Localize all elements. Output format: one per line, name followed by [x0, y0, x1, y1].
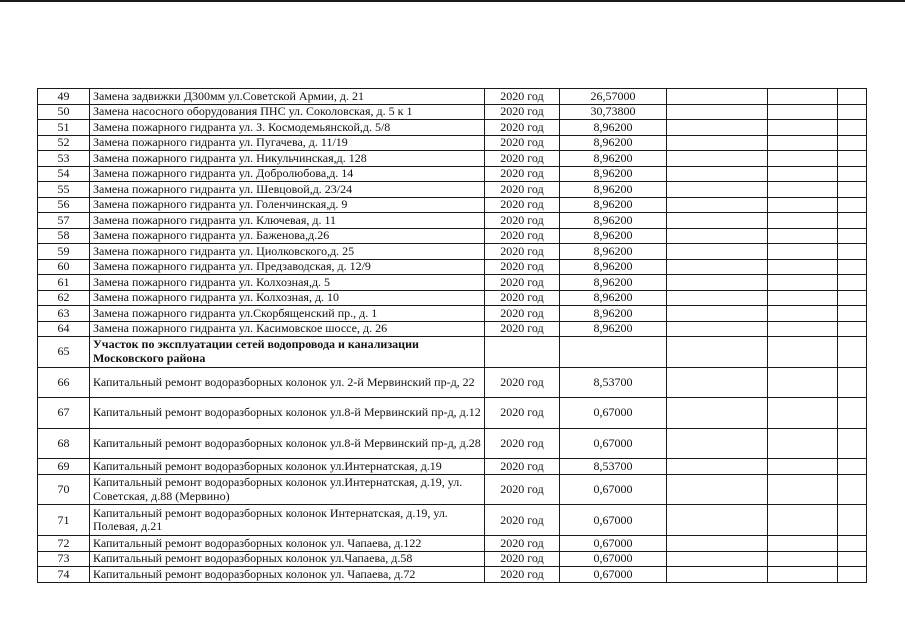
empty-cell [768, 551, 838, 567]
row-number: 51 [38, 120, 90, 136]
table-row [38, 259, 867, 275]
empty-cell [768, 398, 838, 429]
table-row [38, 536, 867, 552]
table-row [38, 306, 867, 322]
row-year: 2020 год [485, 367, 560, 398]
empty-cell [667, 213, 768, 229]
empty-cell [838, 166, 867, 182]
table-row [38, 151, 867, 167]
row-amount: 8,96200 [560, 275, 667, 291]
row-amount: 0,67000 [560, 428, 667, 459]
row-description: Замена пожарного гидранта ул. З. Космодемьянской,д. 5/8 [90, 120, 485, 136]
row-amount: 8,96200 [560, 197, 667, 213]
row-description: Замена насосного оборудования ПНС ул. Соколовская, д. 5 к 1 [90, 104, 485, 120]
row-year: 2020 год [485, 474, 560, 505]
row-amount: 8,96200 [560, 213, 667, 229]
empty-cell [838, 290, 867, 306]
empty-cell [838, 182, 867, 198]
row-description: Замена пожарного гидранта ул. Ключевая, д. 11 [90, 213, 485, 229]
row-description: Замена пожарного гидранта ул. Предзаводская, д. 12/9 [90, 259, 485, 275]
table-row [38, 244, 867, 260]
row-amount: 8,96200 [560, 228, 667, 244]
row-year: 2020 год [485, 135, 560, 151]
empty-cell [838, 259, 867, 275]
table-row [38, 182, 867, 198]
table-row [38, 428, 867, 459]
empty-cell [768, 104, 838, 120]
empty-cell [768, 244, 838, 260]
row-amount: 0,67000 [560, 567, 667, 583]
empty-cell [838, 275, 867, 291]
row-year: 2020 год [485, 213, 560, 229]
table-row [38, 166, 867, 182]
empty-cell [768, 182, 838, 198]
empty-cell [768, 306, 838, 322]
row-year: 2020 год [485, 197, 560, 213]
row-amount [560, 337, 667, 368]
empty-cell [667, 567, 768, 583]
empty-cell [838, 89, 867, 105]
empty-cell [667, 244, 768, 260]
row-amount: 8,96200 [560, 290, 667, 306]
empty-cell [667, 321, 768, 337]
row-description: Замена пожарного гидранта ул. Никульчинская,д. 128 [90, 151, 485, 167]
empty-cell [768, 367, 838, 398]
empty-cell [667, 259, 768, 275]
table-row [38, 104, 867, 120]
row-number: 52 [38, 135, 90, 151]
empty-cell [667, 182, 768, 198]
empty-cell [768, 259, 838, 275]
empty-cell [838, 213, 867, 229]
empty-cell [667, 474, 768, 505]
row-description: Замена пожарного гидранта ул. Колхозная, д. 10 [90, 290, 485, 306]
empty-cell [838, 337, 867, 368]
empty-cell [838, 120, 867, 136]
row-year: 2020 год [485, 104, 560, 120]
empty-cell [667, 104, 768, 120]
empty-cell [838, 244, 867, 260]
empty-cell [838, 459, 867, 475]
empty-cell [838, 474, 867, 505]
row-number: 62 [38, 290, 90, 306]
empty-cell [838, 135, 867, 151]
row-amount: 0,67000 [560, 398, 667, 429]
table-row [38, 398, 867, 429]
empty-cell [768, 474, 838, 505]
empty-cell [768, 290, 838, 306]
empty-cell [667, 398, 768, 429]
table-row [38, 321, 867, 337]
row-number: 56 [38, 197, 90, 213]
row-description: Замена пожарного гидранта ул.Скорбященский пр., д. 1 [90, 306, 485, 322]
empty-cell [838, 398, 867, 429]
row-description: Замена пожарного гидранта ул. Шевцовой,д. 23/24 [90, 182, 485, 198]
row-year: 2020 год [485, 228, 560, 244]
row-description: Капитальный ремонт водоразборных колонок ул.8-й Мервинский пр-д, д.12 [90, 398, 485, 429]
row-year: 2020 год [485, 290, 560, 306]
row-amount: 8,96200 [560, 259, 667, 275]
row-description: Замена пожарного гидранта ул. Колхозная,д. 5 [90, 275, 485, 291]
row-description: Капитальный ремонт водоразборных колонок ул. Чапаева, д.122 [90, 536, 485, 552]
row-description: Капитальный ремонт водоразборных колонок ул.Интернатская, д.19, ул. Советская, д.88 (Мервино) [90, 474, 485, 505]
empty-cell [838, 197, 867, 213]
row-amount: 8,96200 [560, 166, 667, 182]
empty-cell [838, 567, 867, 583]
empty-cell [667, 367, 768, 398]
row-amount: 8,53700 [560, 367, 667, 398]
empty-cell [768, 536, 838, 552]
empty-cell [768, 321, 838, 337]
row-description: Замена пожарного гидранта ул. Добролюбова,д. 14 [90, 166, 485, 182]
empty-cell [768, 428, 838, 459]
empty-cell [768, 197, 838, 213]
row-number: 73 [38, 551, 90, 567]
row-description: Капитальный ремонт водоразборных колонок Интернатская, д.19, ул. Полевая, д.21 [90, 505, 485, 536]
row-year: 2020 год [485, 459, 560, 475]
empty-cell [768, 505, 838, 536]
row-number: 67 [38, 398, 90, 429]
empty-cell [838, 428, 867, 459]
row-description: Капитальный ремонт водоразборных колонок ул.Интернатская, д.19 [90, 459, 485, 475]
table-row [38, 197, 867, 213]
row-year: 2020 год [485, 567, 560, 583]
row-amount: 0,67000 [560, 551, 667, 567]
row-number: 58 [38, 228, 90, 244]
empty-cell [667, 151, 768, 167]
empty-cell [667, 505, 768, 536]
row-amount: 8,96200 [560, 244, 667, 260]
empty-cell [768, 567, 838, 583]
empty-cell [838, 321, 867, 337]
row-description: Замена задвижки Д300мм ул.Советской Армии, д. 21 [90, 89, 485, 105]
table-row [38, 89, 867, 105]
empty-cell [667, 306, 768, 322]
row-description: Замена пожарного гидранта ул. Пугачева, д. 11/19 [90, 135, 485, 151]
row-year: 2020 год [485, 259, 560, 275]
row-year: 2020 год [485, 275, 560, 291]
row-description: Замена пожарного гидранта ул. Циолковского,д. 25 [90, 244, 485, 260]
empty-cell [768, 166, 838, 182]
empty-cell [838, 104, 867, 120]
empty-cell [667, 459, 768, 475]
empty-cell [667, 89, 768, 105]
row-number: 69 [38, 459, 90, 475]
works-table [37, 88, 867, 583]
empty-cell [667, 536, 768, 552]
empty-cell [768, 275, 838, 291]
row-year: 2020 год [485, 536, 560, 552]
table-body [38, 89, 867, 583]
row-year: 2020 год [485, 321, 560, 337]
row-year: 2020 год [485, 428, 560, 459]
row-year: 2020 год [485, 244, 560, 260]
empty-cell [667, 551, 768, 567]
table-row [38, 505, 867, 536]
empty-cell [667, 228, 768, 244]
empty-cell [838, 505, 867, 536]
row-year: 2020 год [485, 182, 560, 198]
empty-cell [838, 536, 867, 552]
row-year: 2020 год [485, 89, 560, 105]
row-description: Замена пожарного гидранта ул. Голенчинская,д. 9 [90, 197, 485, 213]
table-row [38, 120, 867, 136]
row-year: 2020 год [485, 151, 560, 167]
row-number: 64 [38, 321, 90, 337]
row-number: 49 [38, 89, 90, 105]
row-number: 65 [38, 337, 90, 368]
row-description: Капитальный ремонт водоразборных колонок ул.8-й Мервинский пр-д, д.28 [90, 428, 485, 459]
empty-cell [768, 213, 838, 229]
row-amount: 26,57000 [560, 89, 667, 105]
empty-cell [667, 166, 768, 182]
empty-cell [667, 135, 768, 151]
row-amount: 8,96200 [560, 151, 667, 167]
row-amount: 30,73800 [560, 104, 667, 120]
row-year [485, 337, 560, 368]
row-amount: 8,96200 [560, 135, 667, 151]
empty-cell [667, 428, 768, 459]
table-row [38, 474, 867, 505]
row-description: Замена пожарного гидранта ул. Касимовское шоссе, д. 26 [90, 321, 485, 337]
table-row [38, 551, 867, 567]
row-amount: 0,67000 [560, 474, 667, 505]
empty-cell [667, 197, 768, 213]
section-title: Участок по эксплуатации сетей водопровода и канализации Московского района [90, 337, 485, 368]
row-year: 2020 год [485, 551, 560, 567]
empty-cell [838, 551, 867, 567]
row-number: 66 [38, 367, 90, 398]
row-description: Капитальный ремонт водоразборных колонок ул. 2-й Мервинский пр-д, 22 [90, 367, 485, 398]
row-number: 53 [38, 151, 90, 167]
row-number: 50 [38, 104, 90, 120]
table-row [38, 135, 867, 151]
row-number: 57 [38, 213, 90, 229]
row-year: 2020 год [485, 306, 560, 322]
empty-cell [768, 135, 838, 151]
row-number: 61 [38, 275, 90, 291]
row-year: 2020 год [485, 505, 560, 536]
row-year: 2020 год [485, 166, 560, 182]
table-row [38, 275, 867, 291]
row-number: 71 [38, 505, 90, 536]
row-amount: 0,67000 [560, 536, 667, 552]
row-number: 54 [38, 166, 90, 182]
empty-cell [768, 151, 838, 167]
row-amount: 8,96200 [560, 182, 667, 198]
table-row [38, 459, 867, 475]
row-description: Капитальный ремонт водоразборных колонок ул.Чапаева, д.58 [90, 551, 485, 567]
top-border-line [0, 0, 905, 2]
empty-cell [768, 337, 838, 368]
empty-cell [838, 306, 867, 322]
row-number: 68 [38, 428, 90, 459]
row-amount: 8,96200 [560, 321, 667, 337]
empty-cell [768, 89, 838, 105]
empty-cell [838, 151, 867, 167]
row-number: 72 [38, 536, 90, 552]
row-amount: 8,96200 [560, 306, 667, 322]
row-year: 2020 год [485, 120, 560, 136]
table-row [38, 290, 867, 306]
empty-cell [667, 290, 768, 306]
table-row [38, 367, 867, 398]
table-row [38, 228, 867, 244]
row-number: 59 [38, 244, 90, 260]
section-header-row [38, 337, 867, 368]
empty-cell [768, 228, 838, 244]
row-number: 63 [38, 306, 90, 322]
empty-cell [667, 337, 768, 368]
empty-cell [838, 367, 867, 398]
empty-cell [768, 120, 838, 136]
empty-cell [768, 459, 838, 475]
row-amount: 8,96200 [560, 120, 667, 136]
row-number: 55 [38, 182, 90, 198]
row-number: 70 [38, 474, 90, 505]
empty-cell [667, 275, 768, 291]
empty-cell [838, 228, 867, 244]
row-amount: 8,53700 [560, 459, 667, 475]
table-row [38, 213, 867, 229]
table-row [38, 567, 867, 583]
row-number: 60 [38, 259, 90, 275]
empty-cell [667, 120, 768, 136]
row-amount: 0,67000 [560, 505, 667, 536]
row-description: Замена пожарного гидранта ул. Баженова,д.26 [90, 228, 485, 244]
row-description: Капитальный ремонт водоразборных колонок ул. Чапаева, д.72 [90, 567, 485, 583]
row-number: 74 [38, 567, 90, 583]
row-year: 2020 год [485, 398, 560, 429]
